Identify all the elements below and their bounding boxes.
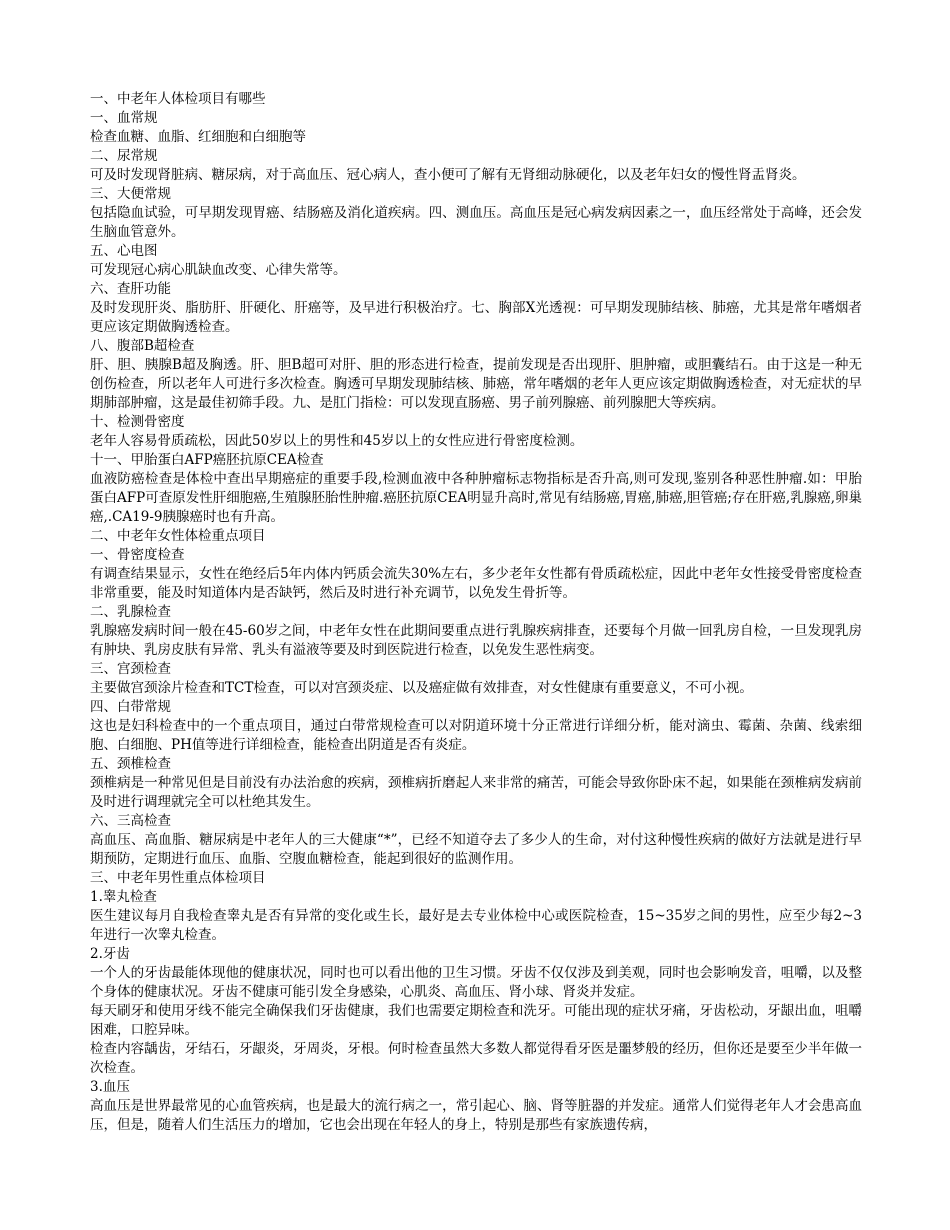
section-heading: 十一、甲胎蛋白AFP癌胚抗原CEA检查	[90, 452, 324, 468]
section-heading: 一、骨密度检查	[90, 547, 185, 563]
paragraph: 检查内容龋齿，牙结石，牙龈炎，牙周炎，牙根。何时检查虽然大多数人都觉得看牙医是噩梦般的经历，但你还是要至少半年做一次检查。	[90, 1041, 862, 1076]
section-heading: 一、血常规	[90, 110, 158, 126]
section-heading: 3.血压	[90, 1079, 130, 1095]
section-heading: 六、三高检查	[90, 813, 171, 829]
section-heading: 三、宫颈检查	[90, 661, 171, 677]
part-heading: 三、中老年男性重点体检项目	[90, 870, 266, 886]
paragraph: 这也是妇科检查中的一个重点项目，通过白带常规检查可以对阴道环境十分正常进行详细分析，能对滴虫、霉菌、杂菌、线索细胞、白细胞、PH值等进行详细检查，能检查出阴道是否有炎症。	[90, 718, 862, 753]
section-heading: 八、腹部B超检查	[90, 338, 195, 354]
paragraph: 高血压、高血脂、糖尿病是中老年人的三大健康“*”，已经不知道夺去了多少人的生命，对付这种慢性疾病的做好方法就是进行早期预防，定期进行血压、血脂、空腹血糖检查，能起到很好的监测作用。	[90, 832, 862, 867]
section-heading: 1.睾丸检查	[90, 889, 157, 905]
paragraph: 包括隐血试验，可早期发现胃癌、结肠癌及消化道疾病。四、测血压。高血压是冠心病发病因素之一，血压经常处于高峰，还会发生脑血管意外。	[90, 205, 862, 240]
section-heading: 三、大便常规	[90, 186, 171, 202]
paragraph: 血液防癌检查是体检中查出早期癌症的重要手段,检测血液中各种肿瘤标志物指标是否升高,则可发现,鉴别各种恶性肿瘤.如：甲胎蛋白AFP可查原发性肝细胞癌,生殖腺胚胎性肿瘤.癌胚抗原CEA明显升高时,常见有结肠癌,胃癌,肺癌,胆管癌;存在肝癌,乳腺癌,卵巢癌,.CA19-9胰腺癌时也有升高。	[90, 471, 863, 525]
paragraph: 颈椎病是一种常见但是目前没有办法治愈的疾病，颈椎病折磨起人来非常的痛苦，可能会导致你卧床不起，如果能在颈椎病发病前及时进行调理就完全可以杜绝其发生。	[90, 775, 862, 810]
doc-title: 一、中老年人体检项目有哪些	[90, 91, 266, 107]
paragraph: 可及时发现肾脏病、糖尿病，对于高血压、冠心病人，查小便可了解有无肾细动脉硬化，以及老年妇女的慢性肾盂肾炎。	[90, 167, 806, 183]
section-heading: 2.牙齿	[90, 946, 130, 962]
paragraph: 有调查结果显示，女性在绝经后5年内体内钙质会流失30%左右，多少老年女性都有骨质疏松症，因此中老年女性接受骨密度检查非常重要，能及时知道体内是否缺钙，然后及时进行补充调节，以免发生骨折等。	[90, 566, 862, 601]
section-heading: 四、白带常规	[90, 699, 171, 715]
paragraph: 检查血糖、血脂、红细胞和白细胞等	[90, 129, 306, 145]
paragraph: 主要做宫颈涂片检查和TCT检查，可以对宫颈炎症、以及癌症做有效排查，对女性健康有重要意义，不可小视。	[90, 680, 753, 696]
paragraph: 高血压是世界最常见的心血管疾病，也是最大的流行病之一，常引起心、脑、肾等脏器的并发症。通常人们觉得老年人才会患高血压，但是，随着人们生活压力的增加，它也会出现在年轻人的身上，特别是那些有家族遗传病，	[90, 1098, 862, 1133]
paragraph: 医生建议每月自我检查睾丸是否有异常的变化或生长，最好是去专业体检中心或医院检查，15~35岁之间的男性，应至少每2~3年进行一次睾丸检查。	[90, 908, 862, 943]
document-body	[90, 90, 862, 1135]
paragraph: 及时发现肝炎、脂肪肝、肝硬化、肝癌等，及早进行积极治疗。七、胸部X光透视：可早期发现肺结核、肺癌，尤其是常年嗜烟者更应该定期做胸透检查。	[90, 300, 862, 335]
section-heading: 二、尿常规	[90, 148, 158, 164]
paragraph: 肝、胆、胰腺B超及胸透。肝、胆B超可对肝、胆的形态进行检查，提前发现是否出现肝、胆肿瘤，或胆囊结石。由于这是一种无创伤检查，所以老年人可进行多次检查。胸透可早期发现肺结核、肺癌，常年嗜烟的老年人更应该定期做胸透检查，对无症状的早期肺部肿瘤，这是最佳初筛手段。九、是肛门指检：可以发现直肠癌、男子前列腺癌、前列腺肥大等疾病。	[90, 357, 862, 411]
paragraph: 可发现冠心病心肌缺血改变、心律失常等。	[90, 262, 347, 278]
section-heading: 五、心电图	[90, 243, 158, 259]
section-heading: 十、检测骨密度	[90, 414, 185, 430]
paragraph: 乳腺癌发病时间一般在45-60岁之间，中老年女性在此期间要重点进行乳腺疾病排查，还要每个月做一回乳房自检，一旦发现乳房有肿块、乳房皮肤有异常、乳头有溢液等要及时到医院进行检查，以免发生恶性病变。	[90, 623, 862, 658]
part-heading: 二、中老年女性体检重点项目	[90, 528, 266, 544]
section-heading: 二、乳腺检查	[90, 604, 171, 620]
paragraph: 老年人容易骨质疏松，因此50岁以上的男性和45岁以上的女性应进行骨密度检测。	[90, 433, 584, 449]
section-heading: 五、颈椎检查	[90, 756, 171, 772]
paragraph: 每天刷牙和使用牙线不能完全确保我们牙齿健康，我们也需要定期检查和洗牙。可能出现的症状牙痛，牙齿松动，牙龈出血，咀嚼困难，口腔异味。	[90, 1003, 862, 1038]
paragraph: 一个人的牙齿最能体现他的健康状况，同时也可以看出他的卫生习惯。牙齿不仅仅涉及到美观，同时也会影响发音，咀嚼，以及整个身体的健康状况。牙齿不健康可能引发全身感染，心肌炎、高血压、肾小球、肾炎并发症。	[90, 965, 862, 1000]
section-heading: 六、查肝功能	[90, 281, 171, 297]
